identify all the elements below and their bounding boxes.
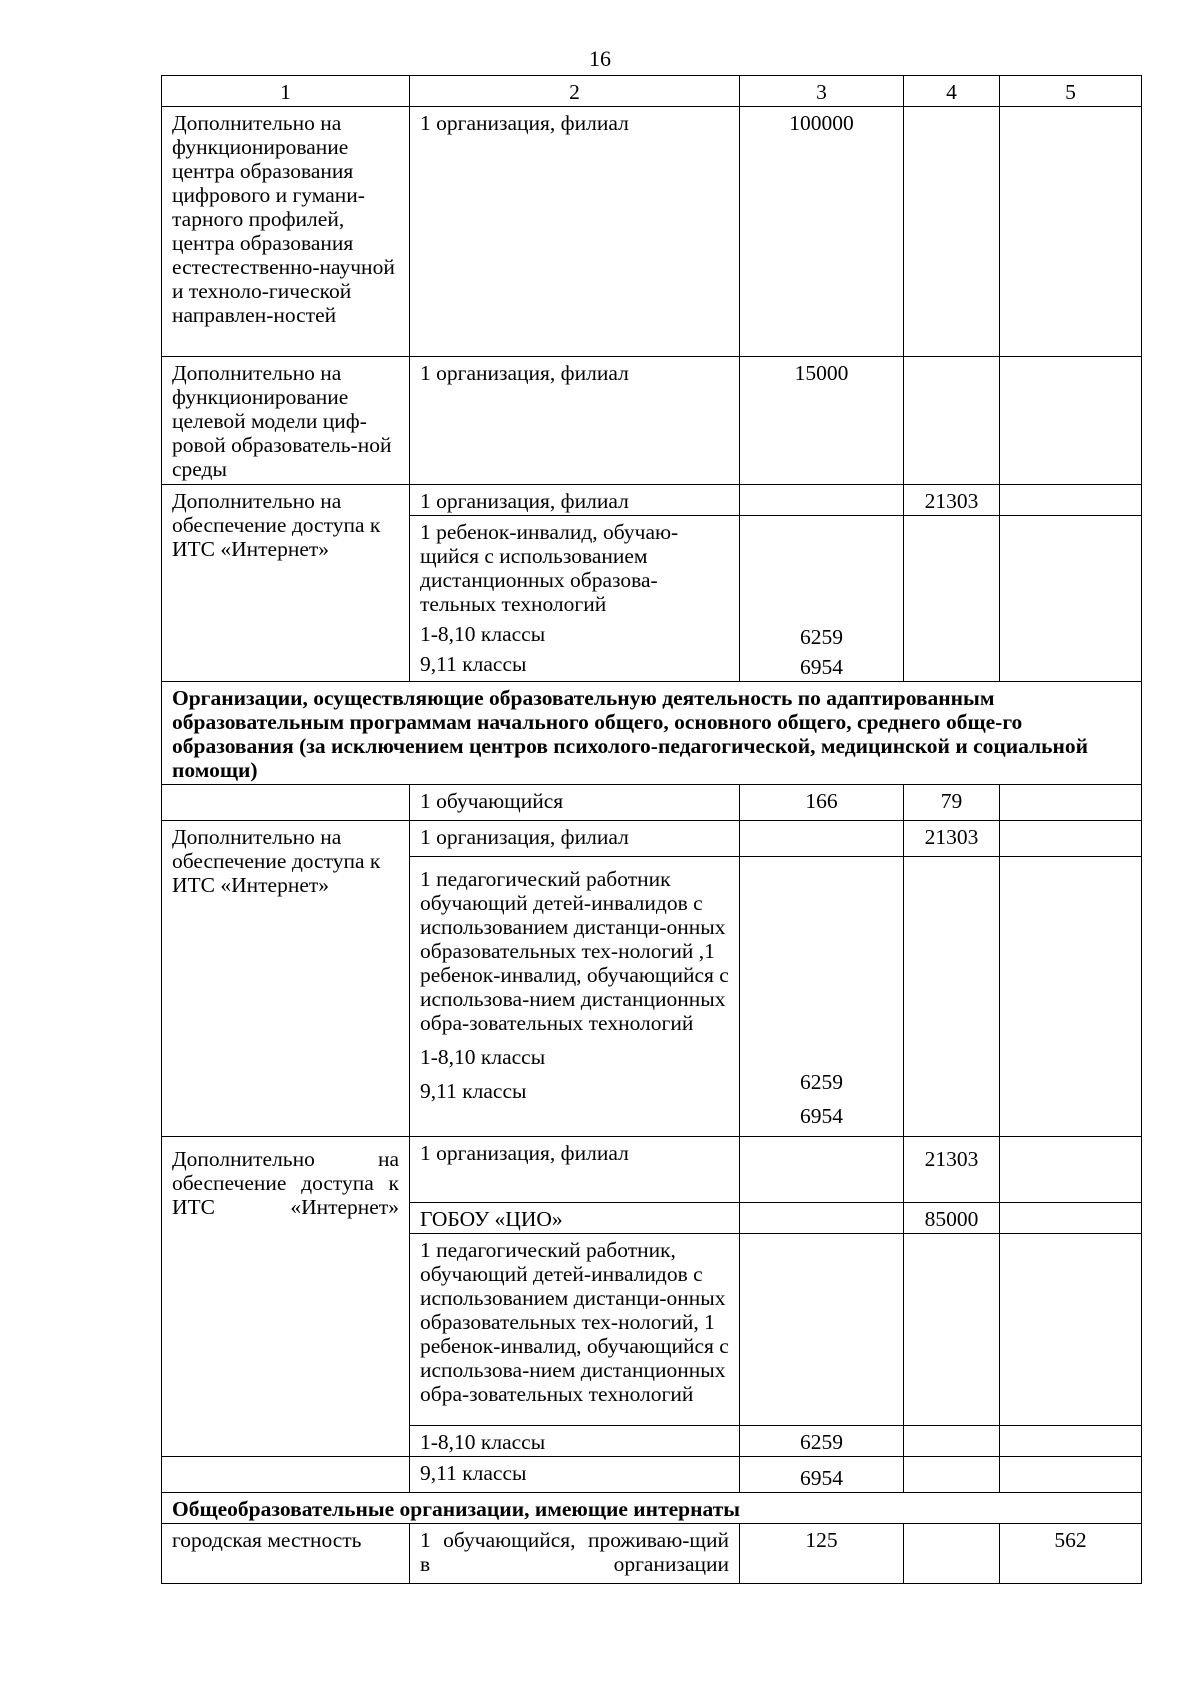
grade-label: 1-8,10 классы (410, 1426, 740, 1457)
value-cell: 15000 (740, 357, 904, 485)
empty-cell (740, 1234, 904, 1426)
value-cell: 21303 (904, 821, 1000, 857)
value-cell: 21303 (904, 485, 1000, 516)
table-row (162, 485, 1142, 516)
row-unit: 1 организация, филиал (410, 821, 740, 857)
header-cell: 1 (162, 76, 410, 107)
row-label: Дополнительно на обеспечение доступа к ИТС «Интернет» (162, 821, 410, 1137)
grade-value: 6954 (800, 1104, 843, 1128)
grade-value: 6954 (800, 655, 843, 679)
row-unit: 1 организация, филиал (410, 107, 740, 357)
row-label: Дополнительно на обеспечение доступа к ИТС «Интернет» (162, 485, 410, 682)
section-heading: Общеобразовательные организации, имеющие интернаты (162, 1493, 1142, 1524)
grade-value: 6259 (800, 1070, 843, 1094)
row-label: городская местность (162, 1524, 410, 1584)
value-cell: 125 (740, 1524, 904, 1584)
row-unit (410, 516, 740, 682)
grade-label: 9,11 классы (420, 1079, 527, 1103)
empty-cell (904, 1457, 1000, 1493)
tariff-table (161, 75, 1142, 1584)
grade-label: 1-8,10 классы (420, 622, 546, 646)
table-row (162, 357, 1142, 485)
row-label: Дополнительно на функционирование целевой модели циф-ровой образователь-ной среды (162, 357, 410, 485)
value-cell: 562 (1000, 1524, 1142, 1584)
row-unit: 1 организация, филиал (410, 1137, 740, 1203)
empty-cell (162, 785, 410, 821)
value-cell: 6954 (740, 1457, 904, 1493)
empty-cell (904, 1426, 1000, 1457)
empty-cell (904, 357, 1000, 485)
empty-cell (1000, 357, 1142, 485)
page-number: 16 (589, 46, 611, 71)
row-unit: 1 организация, филиал (410, 485, 740, 516)
row-unit: 1 обучающийся (410, 785, 740, 821)
unit-description: 1 ребенок-инвалид, обучаю-щийся с использованием дистанционных образова-тельных технологий (420, 520, 679, 616)
value-cell: 79 (904, 785, 1000, 821)
value-cell: 21303 (904, 1137, 1000, 1203)
row-unit: ГОБОУ «ЦИО» (410, 1203, 740, 1234)
empty-cell (1000, 516, 1142, 682)
value-cell: 6259 (740, 1426, 904, 1457)
empty-cell (1000, 107, 1142, 357)
empty-cell (1000, 1457, 1142, 1493)
row-unit: 1 обучающийся, проживаю-щий в организации (410, 1524, 740, 1584)
empty-cell (904, 1524, 1000, 1584)
header-cell: 5 (1000, 76, 1142, 107)
table-row (162, 1137, 1142, 1203)
table-row (162, 1457, 1142, 1493)
header-cell: 4 (904, 76, 1000, 107)
header-cell: 3 (740, 76, 904, 107)
empty-cell (1000, 1137, 1142, 1203)
grade-label: 9,11 классы (410, 1457, 740, 1493)
table-row (162, 785, 1142, 821)
value-cell: 100000 (740, 107, 904, 357)
empty-cell (162, 1457, 410, 1493)
value-cell (740, 857, 904, 1137)
table-row (162, 107, 1142, 357)
table-header-row (162, 76, 1142, 107)
value-cell: 85000 (904, 1203, 1000, 1234)
row-unit: 1 организация, филиал (410, 357, 740, 485)
empty-cell (1000, 785, 1142, 821)
empty-cell (904, 107, 1000, 357)
grade-label: 9,11 классы (420, 652, 527, 676)
empty-cell (740, 1137, 904, 1203)
table-row (162, 821, 1142, 857)
empty-cell (740, 1203, 904, 1234)
unit-description: 1 педагогический работник обучающий детей-инвалидов с использованием дистанци-онных образовательных тех-нологий ,1 ребенок-инвалид, обучающийся с использова-нием дистанционных обра-зовательных технологий (420, 867, 729, 1035)
value-cell (740, 516, 904, 682)
row-unit (410, 857, 740, 1137)
grade-label: 1-8,10 классы (420, 1045, 546, 1069)
empty-cell (740, 821, 904, 857)
section-row (162, 1493, 1142, 1524)
header-cell: 2 (410, 76, 740, 107)
section-heading: Организации, осуществляющие образовательную деятельность по адаптированным образовательным программам начального общего, основного общего, среднего обще-го образования (за исключением центров психолого-педагогической, медицинской и социальной помощи) (162, 682, 1142, 785)
grade-value: 6259 (800, 625, 843, 649)
section-row (162, 682, 1142, 785)
empty-cell (904, 1234, 1000, 1426)
empty-cell (1000, 1203, 1142, 1234)
empty-cell (1000, 1234, 1142, 1426)
row-unit: 1 педагогический работник, обучающий детей-инвалидов с использованием дистанци-онных образовательных тех-нологий, 1 ребенок-инвалид, обучающийся с использова-нием дистанционных обра-зовательных технологий (410, 1234, 740, 1426)
empty-cell (904, 516, 1000, 682)
empty-cell (740, 485, 904, 516)
row-label: Дополнительно на функционирование центра образования цифрового и гумани-тарного профилей, центра образования естестественно-научной и техноло-гической направлен-ностей (162, 107, 410, 357)
empty-cell (1000, 857, 1142, 1137)
table-row (162, 1524, 1142, 1584)
row-label: Дополнительно на обеспечение доступа к ИТС «Интернет» (162, 1137, 410, 1457)
empty-cell (1000, 485, 1142, 516)
empty-cell (1000, 1426, 1142, 1457)
empty-cell (1000, 821, 1142, 857)
empty-cell (904, 857, 1000, 1137)
value-cell: 166 (740, 785, 904, 821)
